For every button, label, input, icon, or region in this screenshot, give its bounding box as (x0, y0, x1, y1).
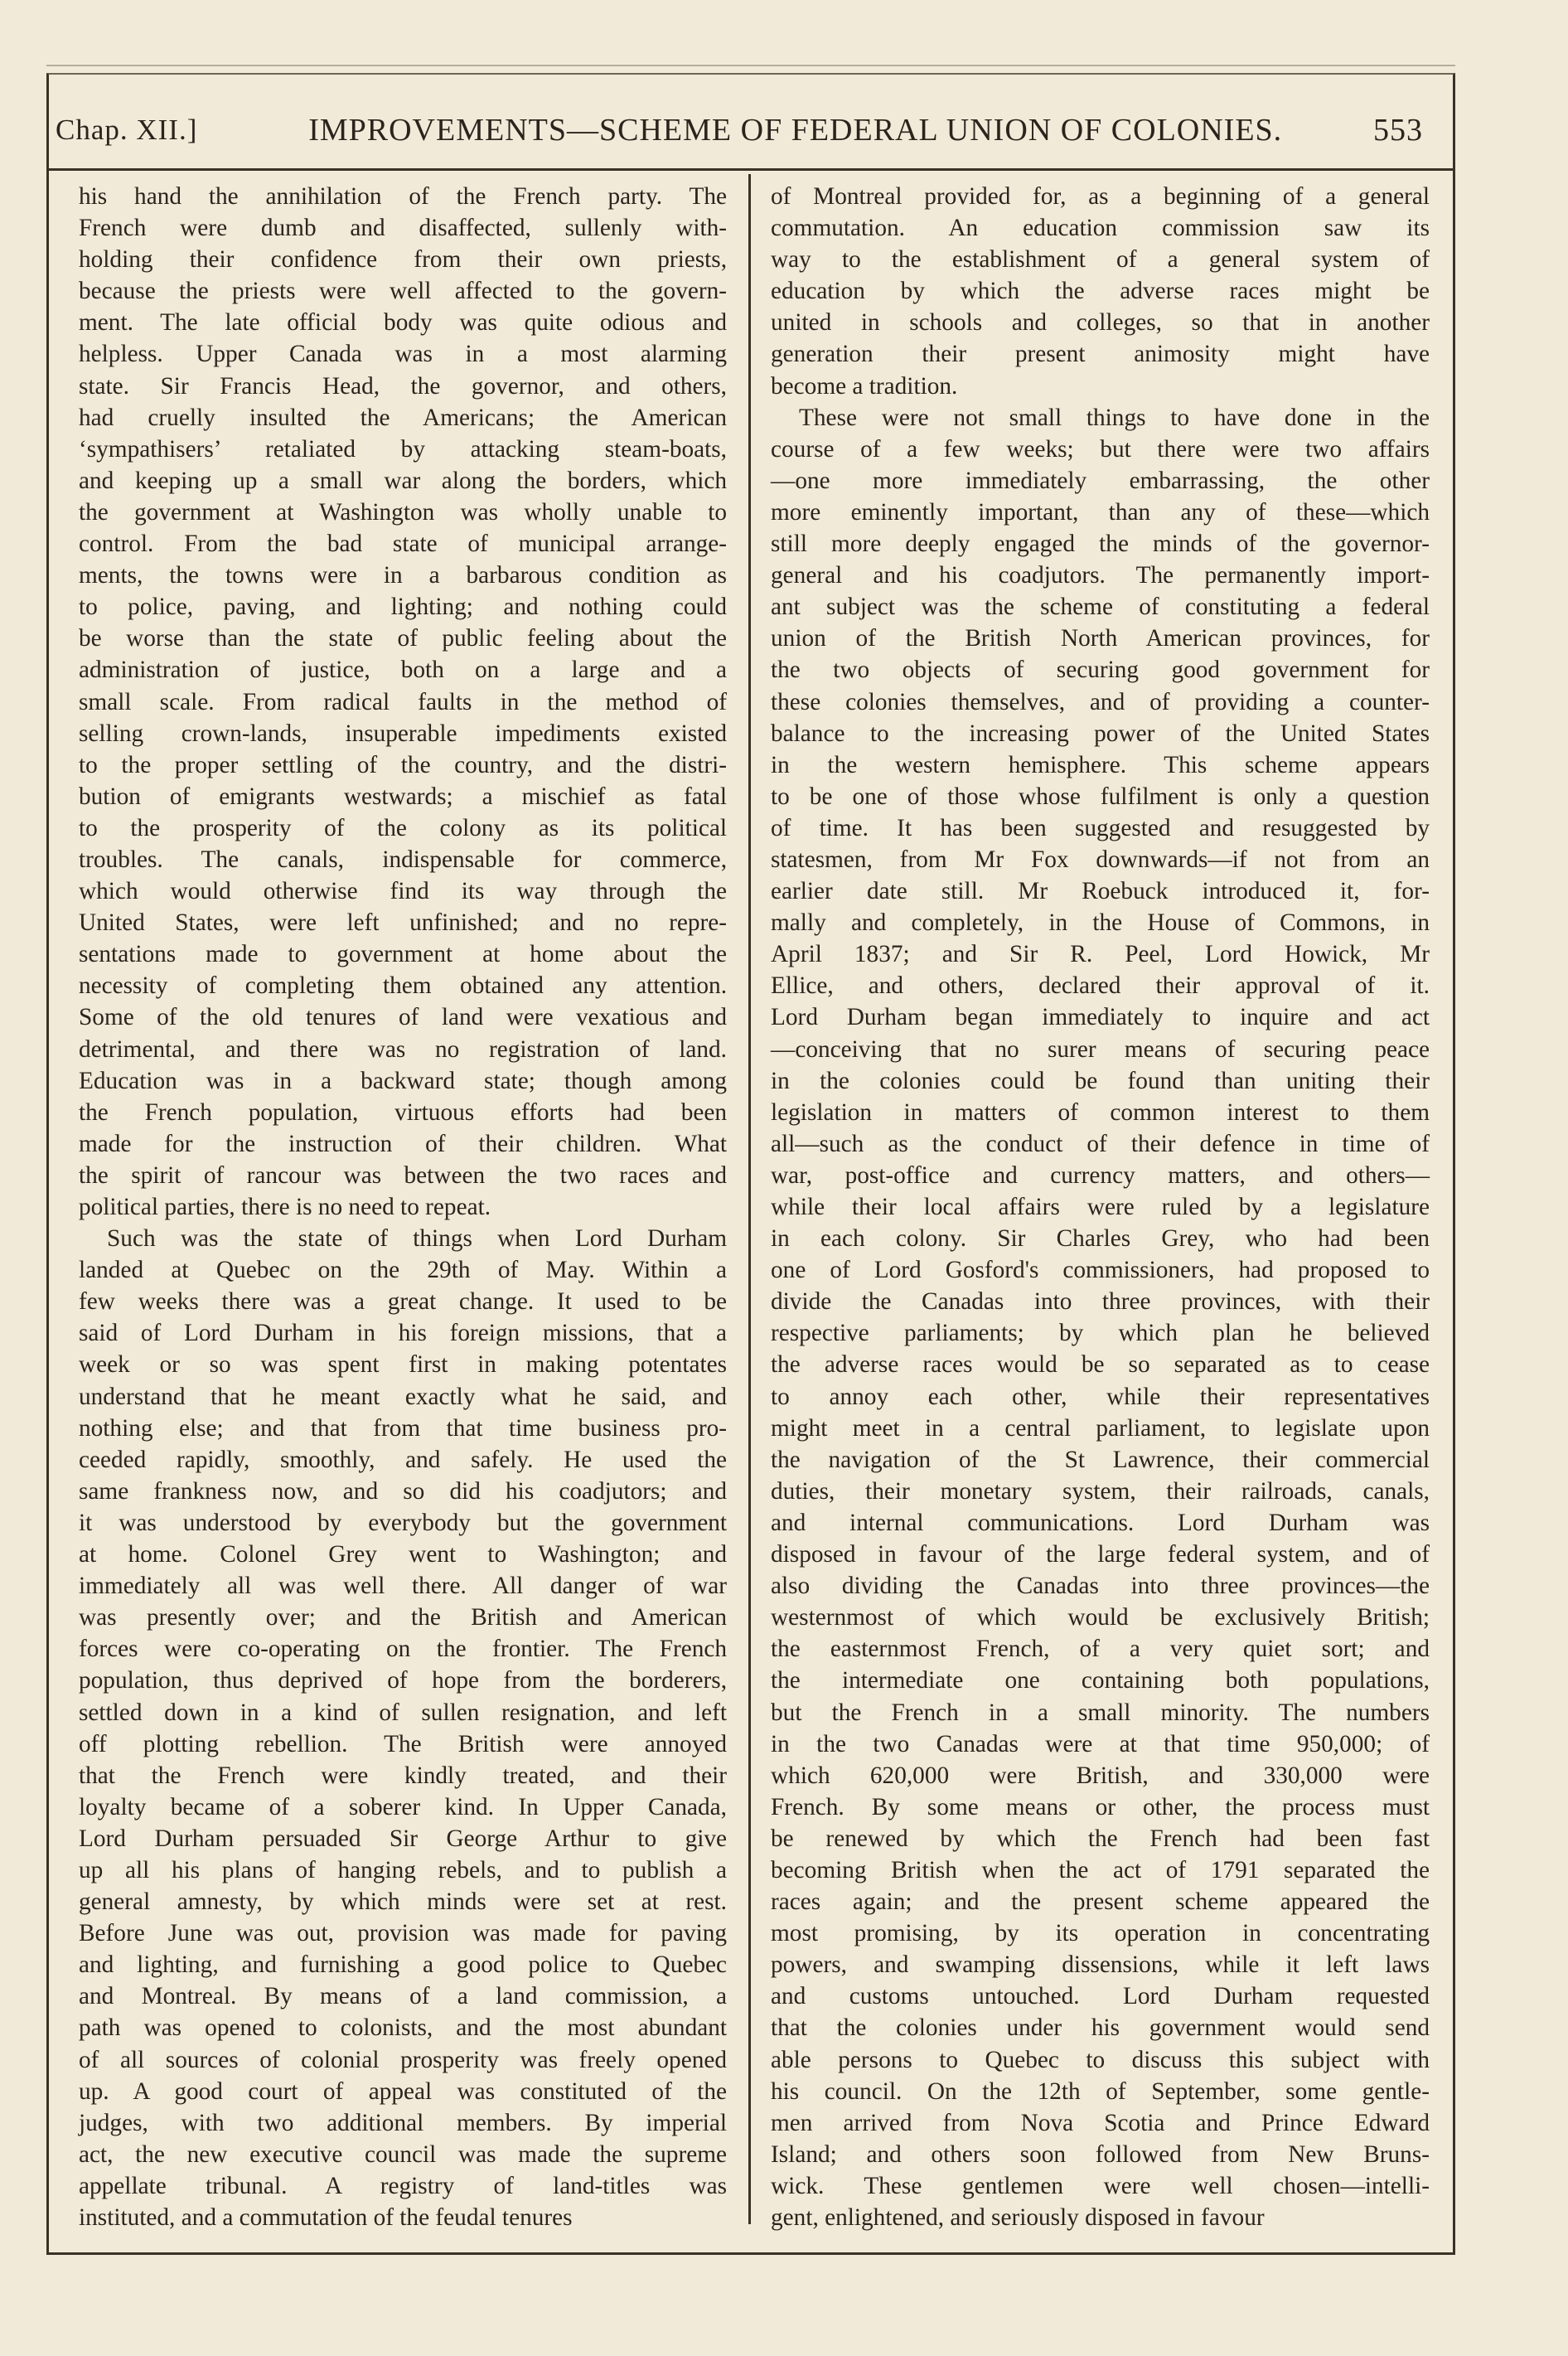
text-line: loyalty became of a soberer kind. In Upper Canada, (79, 1793, 728, 1820)
text-line: ment. The late official body was quite odious and (79, 309, 728, 337)
left-column (49, 174, 751, 2231)
text-line: United States, were left unfinished; and no repre- (79, 909, 728, 937)
text-line: be renewed by which the French had been fast (771, 1825, 1430, 1852)
text-line: Ellice, and others, declared their approval of it. (771, 972, 1430, 1000)
running-title: IMPROVEMENTS—SCHEME OF FEDERAL UNION OF COLONIES. (308, 112, 1283, 148)
text-line: in the colonies could be found than uniting their (771, 1067, 1430, 1094)
text-line: which would otherwise find its way through the (79, 878, 728, 905)
text-line: statesmen, from Mr Fox downwards—if not from an (771, 846, 1430, 873)
text-line: was presently over; and the British and American (79, 1604, 728, 1631)
text-line: of Montreal provided for, as a beginning of a general (771, 183, 1430, 210)
text-line: more eminently important, than any of these—which (771, 498, 1430, 526)
text-line: forces were co-operating on the frontier. The French (79, 1636, 728, 1663)
text-line: that the colonies under his government would send (771, 2014, 1430, 2042)
text-line: immediately all was well there. All danger of war (79, 1573, 728, 1600)
text-line: his council. On the 12th of September, some gentle- (771, 2077, 1430, 2105)
text-line: state. Sir Francis Head, the governor, and others, (79, 372, 728, 400)
text-line: administration of justice, both on a large and a (79, 657, 728, 684)
text-line: war, post-office and currency matters, and others— (771, 1161, 1430, 1189)
text-line: population, thus deprived of hope from the borderers, (79, 1667, 728, 1694)
text-line: week or so was spent first in making potentates (79, 1351, 728, 1379)
text-line: way to the establishment of a general system of (771, 246, 1430, 274)
text-line: up. A good court of appeal was constituted of the (79, 2077, 728, 2105)
text-line: in the two Canadas were at that time 950,000; of (771, 1730, 1430, 1757)
text-line: the government at Washington was wholly unable to (79, 498, 728, 526)
text-line: Lord Durham persuaded Sir George Arthur to give (79, 1825, 728, 1852)
text-line: divide the Canadas into three provinces, with their (771, 1288, 1430, 1316)
text-line: small scale. From radical faults in the method of (79, 688, 728, 715)
text-line: to annoy each other, while their representatives (771, 1383, 1430, 1410)
text-line: united in schools and colleges, so that in another (771, 309, 1430, 337)
text-line: April 1837; and Sir R. Peel, Lord Howick, Mr (771, 941, 1430, 968)
text-line: powers, and swamping dissensions, while it left laws (771, 1951, 1430, 1979)
text-line: same frankness now, and so did his coadjutors; and (79, 1477, 728, 1505)
text-line: to police, paving, and lighting; and nothing could (79, 594, 728, 621)
text-line: selling crown-lands, insuperable impediments existed (79, 720, 728, 747)
text-line: at home. Colonel Grey went to Washington; and (79, 1541, 728, 1568)
text-line: mally and completely, in the House of Commons, in (771, 909, 1430, 937)
text-line: ant subject was the scheme of constituting a federal (771, 594, 1430, 621)
text-line: necessity of completing them obtained any attention. (79, 972, 728, 1000)
text-line: also dividing the Canadas into three provinces—the (771, 1573, 1430, 1600)
text-line: while their local affairs were ruled by a legislature (771, 1194, 1430, 1220)
text-line: the intermediate one containing both populations, (771, 1667, 1430, 1694)
paragraph (79, 181, 727, 1223)
text-line: commutation. An education commission saw its (771, 215, 1430, 242)
text-line: Lord Durham began immediately to inquire and act (771, 1004, 1430, 1031)
running-header (49, 91, 1453, 171)
text-line: the easternmost French, of a very quiet sort; and (771, 1636, 1430, 1663)
text-line: because the priests were well affected to the govern- (79, 278, 728, 305)
text-line: respective parliaments; by which plan he believed (771, 1320, 1430, 1347)
text-line: disposed in favour of the large federal system, and of (771, 1541, 1430, 1568)
text-line: his hand the annihilation of the French party. The (79, 183, 728, 210)
text-line: path was opened to colonists, and the most abundant (79, 2014, 728, 2042)
text-line: all—such as the conduct of their defence in time of (771, 1130, 1430, 1157)
text-line: and customs untouched. Lord Durham requested (771, 1983, 1430, 2010)
text-line: in the western hemisphere. This scheme appears (771, 751, 1430, 778)
text-line: sentations made to government at home about the (79, 941, 728, 968)
text-line: the spirit of rancour was between the two races and (79, 1161, 728, 1189)
text-line: it was understood by everybody but the government (79, 1509, 728, 1536)
text-line: helpless. Upper Canada was in a most alarming (79, 341, 728, 368)
text-line: of all sources of colonial prosperity was freely opened (79, 2046, 728, 2073)
text-line: races again; and the present scheme appeared the (771, 1888, 1430, 1916)
text-line: landed at Quebec on the 29th of May. Within a (79, 1257, 728, 1284)
text-line: the adverse races would be so separated as to cease (771, 1351, 1430, 1379)
text-line: off plotting rebellion. The British were annoyed (79, 1730, 728, 1757)
text-line: bution of emigrants westwards; a mischief as fatal (79, 783, 728, 810)
text-columns (49, 174, 1453, 2231)
text-line: nothing else; and that from that time business pro- (79, 1414, 728, 1442)
text-line: —conceiving that no surer means of securing peace (771, 1035, 1430, 1063)
text-line: which 620,000 were British, and 330,000 were (771, 1762, 1430, 1789)
text-line: had cruelly insulted the Americans; the American (79, 404, 728, 431)
text-line: general amnesty, by which minds were set at rest. (79, 1888, 728, 1916)
text-line: made for the instruction of their children. What (79, 1130, 728, 1157)
text-line: one of Lord Gosford's commissioners, had proposed to (771, 1257, 1430, 1284)
text-line: wick. These gentlemen were well chosen—intelli- (771, 2172, 1430, 2199)
text-line: Some of the old tenures of land were vexatious and (79, 1004, 728, 1031)
text-line: legislation in matters of common interest to them (771, 1098, 1430, 1126)
text-line: and Montreal. By means of a land commission, a (79, 1983, 728, 2010)
text-line: duties, their monetary system, their railroads, canals, (771, 1477, 1430, 1505)
text-line: troubles. The canals, indispensable for commerce, (79, 846, 728, 873)
text-line: the French population, virtuous efforts had been (79, 1098, 728, 1126)
text-line: —one more immediately embarrassing, the other (771, 467, 1430, 494)
text-line: in each colony. Sir Charles Grey, who had been (771, 1225, 1430, 1253)
text-line: of time. It has been suggested and resuggested by (771, 814, 1430, 841)
text-line: settled down in a kind of sullen resignation, and left (79, 1699, 728, 1726)
text-line: and internal communications. Lord Durham was (771, 1509, 1430, 1536)
text-line: judges, with two additional members. By imperial (79, 2109, 728, 2136)
text-line: be worse than the state of public feeling about the (79, 625, 728, 652)
text-line: French. By some means or other, the process must (771, 1793, 1430, 1820)
paragraph (771, 181, 1430, 402)
text-line: ceeded rapidly, smoothly, and safely. He used the (79, 1446, 728, 1473)
page-frame (46, 73, 1455, 2255)
text-line: Education was in a backward state; though among (79, 1067, 728, 1094)
text-line: Such was the state of things when Lord Durham (107, 1225, 728, 1253)
text-line: able persons to Quebec to discuss this subject with (771, 2046, 1430, 2073)
text-line: Island; and others soon followed from New Bruns- (771, 2140, 1430, 2168)
page-number: 553 (1373, 112, 1423, 148)
text-line: that the French were kindly treated, and their (79, 1762, 728, 1789)
paragraph (771, 402, 1430, 2233)
text-line: instituted, and a commutation of the feudal tenures (79, 2204, 573, 2231)
text-line: Before June was out, provision was made for paving (79, 1920, 728, 1947)
text-line: to the prosperity of the colony as its political (79, 814, 728, 841)
text-line: These were not small things to have done in the (799, 404, 1430, 431)
text-line: the two objects of securing good government for (771, 657, 1430, 684)
top-decorative-rule (46, 65, 1455, 66)
text-line: to the proper settling of the country, and the distri- (79, 751, 728, 778)
text-line: might meet in a central parliament, to legislate upon (771, 1414, 1430, 1442)
text-line: balance to the increasing power of the United States (771, 720, 1430, 747)
text-line: become a tradition. (771, 372, 958, 400)
text-line: said of Lord Durham in his foreign missions, that a (79, 1320, 728, 1347)
text-line: earlier date still. Mr Roebuck introduced it, for- (771, 878, 1430, 905)
text-line: becoming British when the act of 1791 separated the (771, 1856, 1430, 1883)
text-line: the navigation of the St Lawrence, their commercial (771, 1446, 1430, 1473)
text-line: act, the new executive council was made the supreme (79, 2140, 728, 2168)
text-line: few weeks there was a great change. It used to be (79, 1288, 728, 1316)
text-line: political parties, there is no need to repeat. (79, 1194, 491, 1220)
text-line: control. From the bad state of municipal arrange- (79, 531, 728, 558)
text-line: ‘sympathisers’ retaliated by attacking steam-boats, (79, 435, 728, 463)
text-line: westernmost of which would be exclusively British; (771, 1604, 1430, 1631)
text-line: most promising, by its operation in concentrating (771, 1920, 1430, 1947)
text-line: appellate tribunal. A registry of land-titles was (79, 2172, 728, 2199)
text-line: understand that he meant exactly what he said, and (79, 1383, 728, 1410)
text-line: union of the British North American provinces, for (771, 625, 1430, 652)
text-line: but the French in a small minority. The numbers (771, 1699, 1430, 1726)
text-line: course of a few weeks; but there were two affairs (771, 435, 1430, 463)
text-line: general and his coadjutors. The permanently import- (771, 562, 1430, 589)
text-line: French were dumb and disaffected, sullenly with- (79, 215, 728, 242)
text-line: holding their confidence from their own priests, (79, 246, 728, 274)
text-line: and lighting, and furnishing a good police to Quebec (79, 1951, 728, 1979)
right-column (751, 174, 1453, 2231)
text-line: still more deeply engaged the minds of the governor- (771, 531, 1430, 558)
text-line: education by which the adverse races might be (771, 278, 1430, 305)
text-line: to be one of those whose fulfilment is only a question (771, 783, 1430, 810)
text-line: detrimental, and there was no registration of land. (79, 1035, 728, 1063)
text-line: ments, the towns were in a barbarous condition as (79, 562, 728, 589)
text-line: these colonies themselves, and of providing a counter- (771, 688, 1430, 715)
text-line: gent, enlightened, and seriously disposed in favour (771, 2204, 1265, 2231)
text-line: and keeping up a small war along the borders, which (79, 467, 728, 494)
chapter-label: Chap. XII.] (56, 113, 198, 146)
text-line: up all his plans of hanging rebels, and to publish a (79, 1856, 728, 1883)
text-line: men arrived from Nova Scotia and Prince Edward (771, 2109, 1430, 2136)
paragraph (79, 1223, 727, 2233)
text-line: generation their present animosity might have (771, 341, 1430, 368)
